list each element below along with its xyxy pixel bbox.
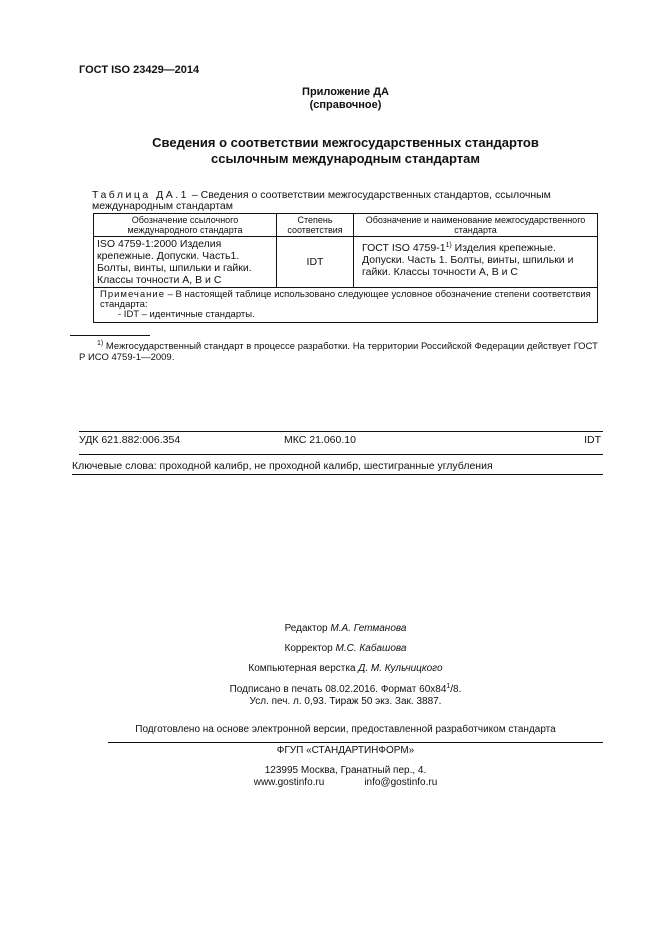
corrector-name: М.С. Кабашова [335,643,407,654]
publisher-address: 123995 Москва, Гранатный пер., 4. [264,765,427,776]
table-caption-text: – Сведения о соответствии межгосударственных стандартов, ссылочным международным стандартам [92,189,551,212]
credits [0,619,661,679]
correspondence-table [93,213,598,323]
publisher-web[interactable]: www.gostinfo.ru [253,777,325,788]
keywords: Ключевые слова: проходной калибр, не проходной калибр, шестигранные углубления [72,460,493,472]
interstate-title: Изделия крепежные. Допуски. Часть 1. Болты, винты, шпильки и гайки. Классы точности А, В и С [362,242,574,278]
publisher-email[interactable]: info@gostinfo.ru [364,777,438,788]
table-note-row [94,288,598,323]
note-text: – В настоящей таблице использовано следующее условное обозначение степени соответствия стандарта: [100,289,591,310]
table-caption [92,190,604,212]
cell-degree: IDT [277,237,354,288]
table-row [94,237,598,288]
editor-label: Редактор [284,623,331,634]
note-label: Примечание [100,289,165,300]
footnote-mark: 1) [97,340,104,347]
format-sup: 1 [446,683,451,690]
table-note [94,288,598,323]
footnote-separator [70,335,150,336]
cell-intl-standard: ISO 4759-1:2000 Изделия крепежные. Допуски. Часть1. Болты, винты, шпильки и гайки. Классы точности А, В и С [94,237,277,288]
divider-middle [79,454,603,455]
sheets-line: Усл. печ. л. 0,93. Тираж 50 экз. Зак. 3887. [249,696,442,707]
publisher-contacts [30,777,661,789]
layout-label: Компьютерная верстка [248,663,359,674]
annex-heading [0,86,661,112]
publisher-divider [108,742,603,743]
editor-line [30,619,661,639]
editor-name: М.А. Гетманова [330,623,407,634]
layout-line [30,659,661,679]
interstate-code: ГОСТ ISO 4759-1 [362,242,446,254]
section-title-line1: Сведения о соответствии межгосударственных стандартов [152,135,539,150]
format-end: /8. [450,684,462,695]
table-header-row [94,214,598,237]
footnote [79,341,604,363]
section-title [0,135,661,167]
udk-code: УДК 621.882:006.354 [79,434,181,446]
footnote-text: Межгосударственный стандарт в процессе разработки. На территории Российской Федерации действует ГОСТ Р ИСО 4759-1—2009. [79,341,598,363]
corrector-label: Корректор [284,643,336,654]
annex-subtitle: (справочное) [309,99,382,111]
divider-bottom [72,474,603,475]
layout-name: Д. М. Кульчицкого [358,663,443,674]
header-intl-standard: Обозначение ссылочного международного стандарта [94,214,277,237]
divider-top [79,431,603,432]
document-code: ГОСТ ISO 23429—2014 [79,64,200,76]
signed-line [30,684,661,696]
table-caption-label: Таблица ДА.1 [92,189,189,201]
cell-interstate-standard [354,237,598,288]
idt-code: IDT [584,434,601,446]
signed-text: Подписано в печать 08.02.2016. Формат 60x84 [229,684,447,695]
prepared-note: Подготовлено на основе электронной версии, предоставленной разработчиком стандарта [135,724,556,735]
publication-info [0,684,661,708]
header-interstate-standard: Обозначение и наименование межгосударственного стандарта [354,214,598,237]
footnote-ref: 1) [445,242,452,249]
section-title-line2: ссылочным международным стандартам [211,151,480,166]
publisher-name: ФГУП «СТАНДАРТИНФОРМ» [276,745,415,756]
publisher-block [0,745,661,789]
note-item: - IDT – идентичные стандарты. [118,309,255,320]
annex-title: Приложение ДА [302,86,389,98]
corrector-line [30,639,661,659]
mks-code: МКС 21.060.10 [284,434,356,446]
header-degree: Степень соответствия [277,214,354,237]
